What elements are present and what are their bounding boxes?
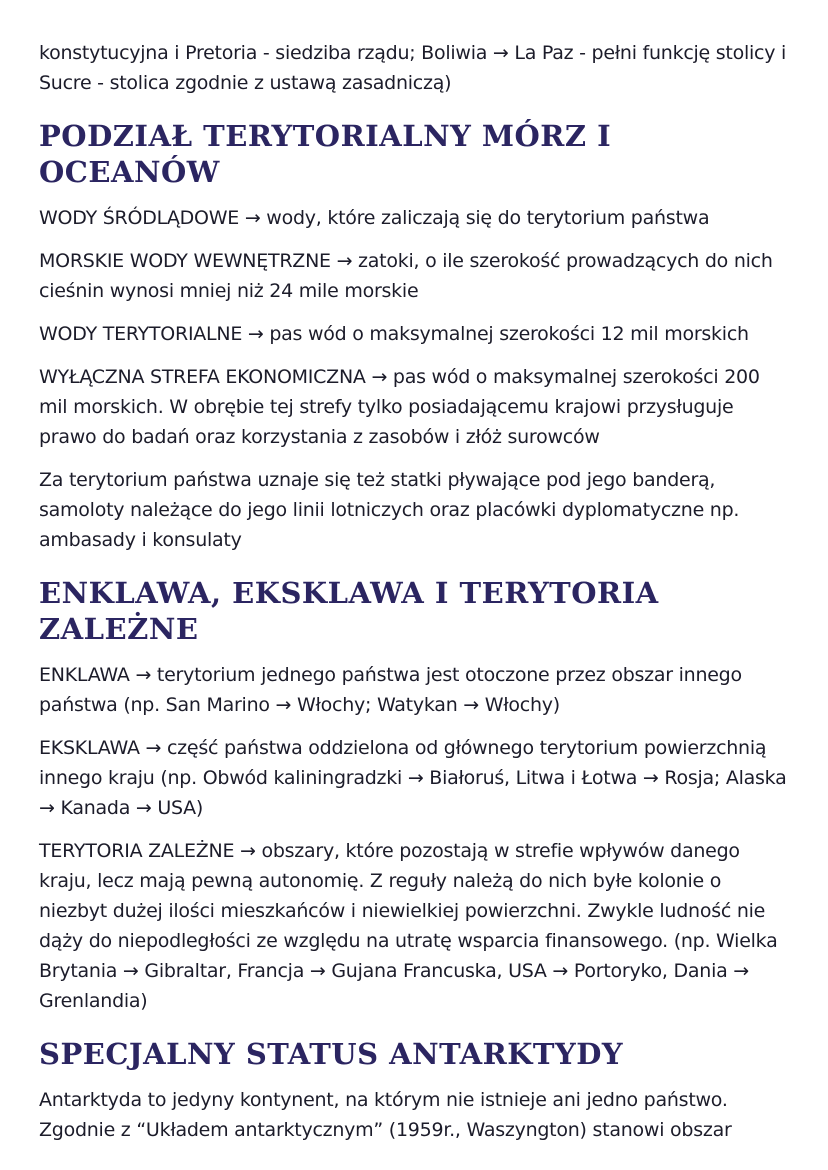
paragraph-exclusive-economic-zone: WYŁĄCZNA STREFA EKONOMICZNA → pas wód o maksymalnej szerokości 200 mil morskich. W obrębie tej strefy tylko posiadającemu krajowi przysługuje prawo do badań oraz korzystania z zasobów i złóż surowców <box>39 366 760 448</box>
paragraph-enclave: ENKLAWA → terytorium jednego państwa jest otoczone przez obszar innego państwa (np. San Marino → Włochy; Watykan → Włochy) <box>39 664 742 716</box>
intro-paragraph: konstytucyjna i Pretoria - siedziba rządu; Boliwia → La Paz - pełni funkcję stolicy i Sucre - stolica zgodnie z ustawą zasadniczą) <box>39 42 787 94</box>
paragraph-antarctica: Antarktyda to jedyny kontynent, na którym nie istnieje ani jedno państwo. Zgodnie z “Układem antarktycznym” (1959r., Waszyngton) stanowi obszar <box>39 1089 732 1141</box>
paragraph-dependent-territories: TERYTORIA ZALEŻNE → obszary, które pozostają w strefie wpływów danego kraju, lecz mają pewną autonomię. Z reguły należą do nich byłe kolonie o niezbyt dużej ilości mieszkańców i niewielkiej powierzchni. Zwykle ludność nie dąży do niepodległości ze względu na utratę wsparcia finansowego. (np. Wielka Brytania → Gibraltar, Francja → Gujana Francuska, USA → Portoryko, Dania → Grenlandia) <box>39 840 778 1012</box>
paragraph-state-territory-extensions: Za terytorium państwa uznaje się też statki pływające pod jego banderą, samoloty należące do jego linii lotniczych oraz placówki dyplomatyczne np. ambasady i konsulaty <box>39 469 740 551</box>
paragraph-exclave: EKSKLAWA → część państwa oddzielona od głównego terytorium powierzchnią innego kraju (np. Obwód kaliningradzki → Białoruś, Litwa i Łotwa → Rosja; Alaska → Kanada → USA) <box>39 737 787 819</box>
section-heading-antarctica: SPECJALNY STATUS ANTARKTYDY <box>39 1037 624 1071</box>
paragraph-territorial-waters: WODY TERYTORIALNE → pas wód o maksymalnej szerokości 12 mil morskich <box>39 323 749 345</box>
paragraph-internal-sea-waters: MORSKIE WODY WEWNĘTRZNE → zatoki, o ile szerokość prowadzących do nich cieśnin wynosi mniej niż 24 mile morskie <box>39 250 773 302</box>
section-heading-enclaves: ENKLAWA, EKSKLAWA I TERYTORIA ZALEŻNE <box>39 576 659 646</box>
paragraph-inland-waters: WODY ŚRÓDLĄDOWE → wody, które zaliczają się do terytorium państwa <box>39 207 710 229</box>
section-heading-seas: PODZIAŁ TERYTORIALNY MÓRZ I OCEANÓW <box>39 119 612 189</box>
document-page <box>39 38 791 1158</box>
